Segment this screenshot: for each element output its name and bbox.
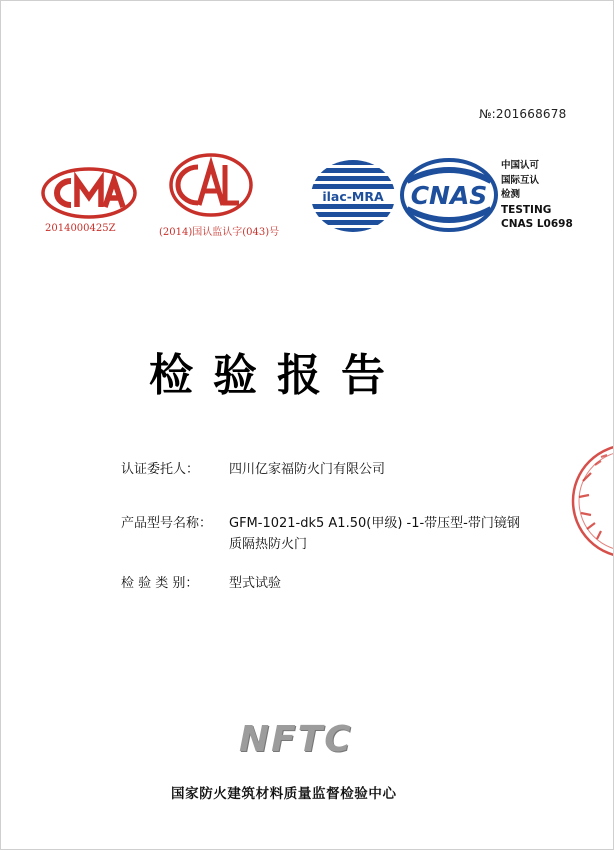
ilac-globe-icon bbox=[307, 157, 399, 235]
red-seal-stamp bbox=[561, 441, 614, 565]
cnas-line: 国际互认 bbox=[501, 174, 540, 186]
cnas-accreditation-text bbox=[501, 159, 573, 232]
nftc-logo: NFTC bbox=[239, 719, 353, 760]
cnas-line: TESTING bbox=[501, 203, 552, 216]
field-label: 检 验 类 别： bbox=[121, 576, 199, 591]
ilac-mark-text: ilac-MRA bbox=[322, 189, 384, 204]
report-title: 检验报告 bbox=[149, 350, 405, 401]
cnas-line: 中国认可 bbox=[501, 160, 540, 171]
cnas-globe-icon bbox=[399, 157, 499, 233]
cma-code: 2014000425Z bbox=[45, 223, 116, 234]
ilac-mra-logo bbox=[307, 157, 399, 235]
cma-logo bbox=[41, 167, 137, 219]
seal-icon bbox=[561, 441, 614, 561]
cal-logo-mark bbox=[169, 153, 253, 217]
cal-logo bbox=[169, 153, 253, 217]
cnas-line: CNAS L0698 bbox=[501, 218, 573, 230]
cma-logo-mark bbox=[41, 167, 137, 219]
cnas-line: 检测 bbox=[501, 189, 521, 200]
report-number: №:201668678 bbox=[479, 107, 567, 121]
field-label: 产品型号名称： bbox=[121, 516, 213, 531]
cnas-logo bbox=[399, 157, 499, 233]
cal-code: (2014)国认监认字(043)号 bbox=[159, 227, 280, 238]
field-value: GFM-1021-dk5 A1.50(甲级) -1-带压型-带门镜钢质隔热防火门 bbox=[229, 516, 520, 552]
field-value: 型式试验 bbox=[229, 576, 282, 591]
issuing-organization: 国家防火建筑材料质量监督检验中心 bbox=[171, 786, 397, 802]
cnas-mark-text: CNAS bbox=[410, 181, 488, 210]
field-value: 四川亿家福防火门有限公司 bbox=[229, 462, 386, 477]
field-label: 认证委托人： bbox=[121, 462, 200, 477]
